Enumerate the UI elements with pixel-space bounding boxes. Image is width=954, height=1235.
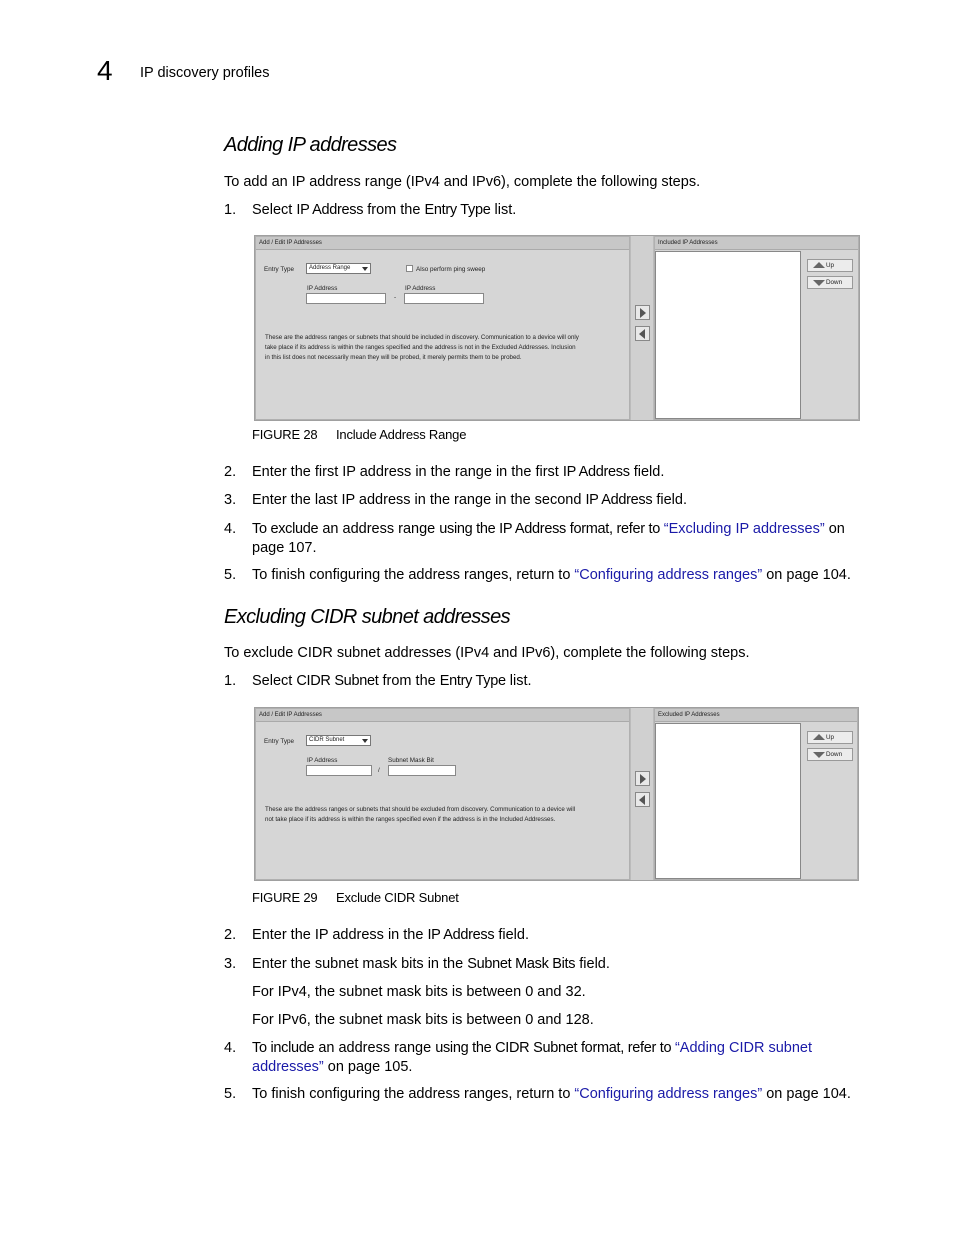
note-ipv6: For IPv6, the subnet mask bits is between 0 and 128. [252,1012,594,1028]
pane-title: Add / Edit IP Addresses [256,709,629,722]
pane-title: Add / Edit IP Addresses [256,237,629,250]
step-number: 3. [224,956,237,972]
arrow-up-icon [813,734,825,740]
step-text: Enter the last IP address in the range in the second IP Address field. [252,492,687,508]
included-addresses-pane [654,236,859,420]
ping-sweep-checkbox[interactable] [406,265,413,272]
description-line: not take place if its address is within the ranges specified even if the address is in the Included Addresses. [265,816,556,823]
add-edit-pane [255,708,630,880]
step-text: Enter the IP address in the IP Address field. [252,927,529,943]
transfer-buttons [630,708,654,880]
entry-type-label: Entry Type [264,266,294,273]
down-button[interactable]: Down [807,748,853,761]
add-arrow-button[interactable] [635,771,650,786]
figure-caption: FIGURE 29 Exclude CIDR Subnet [252,890,459,905]
cidr-separator: / [378,767,380,774]
transfer-buttons [630,236,654,420]
remove-arrow-button[interactable] [635,792,650,807]
step-text: To finish configuring the address ranges, return to “Configuring address ranges” on page 104. [252,567,851,583]
entry-type-label: Entry Type [264,738,294,745]
arrow-right-icon [640,774,646,784]
link-adding-cidr-subnet-addresses[interactable]: “Adding CIDR subnet [674,1040,812,1056]
step-number: 2. [224,927,237,943]
step-number: 3. [224,492,237,508]
ip-address-end-input[interactable] [404,293,484,304]
step-text: Enter the subnet mask bits in the Subnet Mask Bits field. [252,956,610,972]
subnet-mask-label: Subnet Mask Bit [388,757,434,764]
ip-address-input[interactable] [306,765,372,776]
step-number: 1. [224,202,237,218]
entry-type-select[interactable]: CIDR Subnet [306,735,371,746]
arrow-down-icon [813,752,825,758]
down-button[interactable]: Down [807,276,853,289]
add-arrow-button[interactable] [635,305,650,320]
step-number: 2. [224,464,237,480]
step-text: Enter the first IP address in the range in the first IP Address field. [252,464,665,480]
arrow-down-icon [813,280,825,286]
ip-address-start-input[interactable] [306,293,386,304]
up-button[interactable]: Up [807,731,853,744]
included-addresses-list[interactable] [655,251,801,419]
description-line: take place if its address is within the ranges specified and the address is not in the Excluded Addresses. Inclusion [265,344,576,351]
section-heading-adding-ip: Adding IP addresses [224,134,397,156]
step-number: 5. [224,567,237,583]
pane-title: Included IP Addresses [655,237,858,250]
arrow-right-icon [640,308,646,318]
description-line: These are the address ranges or subnets that should be included in discovery. Communication to a device will only [265,334,579,341]
description-line: in this list does not necessarily mean they will be probed, it merely permits them to be probed. [265,354,522,361]
chapter-title: IP discovery profiles [140,65,270,81]
pane-title: Excluded IP Addresses [655,709,857,722]
step-text: Select IP Address from the Entry Type list. [252,202,517,218]
link-excluding-ip-addresses[interactable]: “Excluding IP addresses” [663,521,825,537]
ip-address-label: IP Address [307,757,338,764]
description-line: These are the address ranges or subnets that should be excluded from discovery. Communication to a device will [265,806,576,813]
arrow-left-icon [639,795,645,805]
arrow-up-icon [813,262,825,268]
arrow-left-icon [639,329,645,339]
step-text: To finish configuring the address ranges, return to “Configuring address ranges” on page 104. [252,1086,851,1102]
step-text: To exclude an address range using the IP Address format, refer to “Excluding IP addresses” on page 107. [252,521,845,556]
link-configuring-address-ranges[interactable]: “Configuring address ranges” [574,1086,763,1102]
step-text: Select CIDR Subnet from the Entry Type list. [252,673,532,689]
step-number: 5. [224,1086,237,1102]
note-ipv4: For IPv4, the subnet mask bits is between 0 and 32. [252,984,586,1000]
ping-sweep-label: Also perform ping sweep [416,266,486,273]
excluded-addresses-pane [654,708,858,880]
ip-address-label: IP Address [405,285,436,292]
chevron-down-icon [362,267,368,271]
chapter-number: 4 [97,55,113,86]
step-text: To include an address range using the CIDR Subnet format, refer to “Adding CIDR subnet addresses” on page 105. [252,1040,812,1075]
include-address-range-dialog [254,235,860,421]
exclude-cidr-subnet-dialog [254,707,859,881]
excluded-addresses-list[interactable] [655,723,801,879]
add-edit-pane [255,236,630,420]
link-adding-cidr-subnet-addresses[interactable]: addresses” [252,1059,324,1075]
step-number: 1. [224,673,237,689]
step-number: 4. [224,521,237,537]
step-number: 4. [224,1040,237,1056]
range-separator: - [394,294,397,301]
section-intro: To add an IP address range (IPv4 and IPv6), complete the following steps. [224,174,701,190]
remove-arrow-button[interactable] [635,326,650,341]
section-intro: To exclude CIDR subnet addresses (IPv4 and IPv6), complete the following steps. [224,645,750,661]
up-button[interactable]: Up [807,259,853,272]
section-heading-excluding-cidr: Excluding CIDR subnet addresses [224,606,510,628]
subnet-mask-input[interactable] [388,765,456,776]
chevron-down-icon [362,739,368,743]
entry-type-select[interactable]: Address Range [306,263,371,274]
ip-address-label: IP Address [307,285,338,292]
figure-caption: FIGURE 28 Include Address Range [252,427,467,442]
link-configuring-address-ranges[interactable]: “Configuring address ranges” [574,567,763,583]
